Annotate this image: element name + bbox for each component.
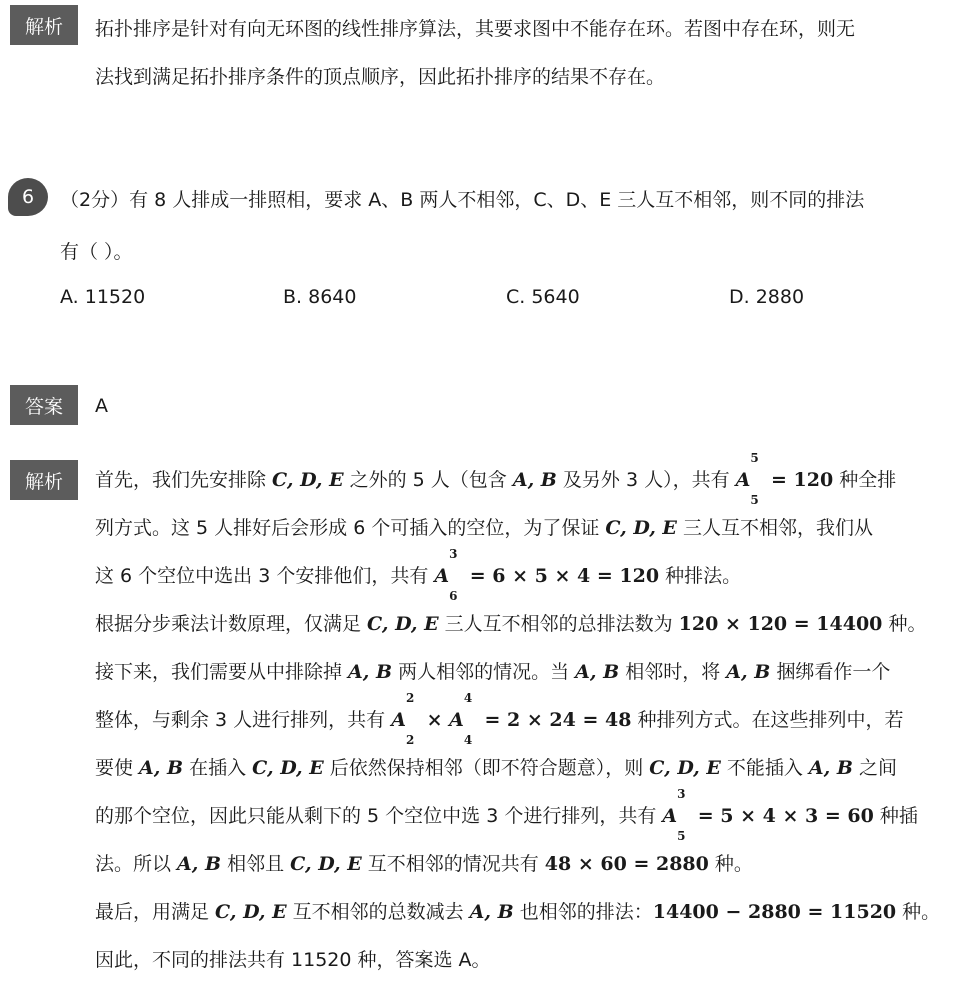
perm-a22: A 2 2 (391, 691, 415, 747)
analysis-line-2: 法找到满足拓扑排序条件的顶点顺序，因此拓扑排序的结果不存在。 (95, 66, 666, 88)
solution-line-9: 法。所以 A, B 相邻且 C, D, E 互不相邻的情况共有 48 × 60 = 2880 种。 (95, 853, 753, 875)
perm-a53: A 3 5 (662, 787, 686, 843)
option-a: A. 11520 (60, 286, 146, 308)
solution-line-11: 因此，不同的排法共有 11520 种，答案选 A。 (95, 949, 491, 971)
solution-line-6: 整体，与剩余 3 人进行排列，共有 A 2 2 × A 4 4 = 2 × 24 = 48 种排列方式。在这些排列中，若 (95, 691, 904, 747)
solution-line-7: 要使 A, B 在插入 C, D, E 后依然保持相邻（即不符合题意），则 C, D, E 不能插入 A, B 之间 (95, 757, 897, 779)
analysis-tag: 解析 (10, 5, 78, 45)
perm-a55: A 5 5 (735, 451, 759, 507)
question-stem-line-2: 有（ ）。 (60, 241, 133, 263)
answer-tag: 答案 (10, 385, 78, 425)
question-number-badge: 6 (8, 178, 48, 216)
option-b: B. 8640 (283, 286, 357, 308)
option-d: D. 2880 (729, 286, 805, 308)
solution-text (95, 451, 945, 984)
option-c: C. 5640 (506, 286, 580, 308)
solution-line-10: 最后，用满足 C, D, E 互不相邻的总数减去 A, B 也相邻的排法：14400 − 2880 = 11520 种。 (95, 901, 941, 923)
solution-line-2: 列方式。这 5 人排好后会形成 6 个可插入的空位，为了保证 C, D, E 三人互不相邻，我们从 (95, 517, 873, 539)
solution-line-8: 的那个空位，因此只能从剩下的 5 个空位中选 3 个进行排列，共有 A 3 5 = 5 × 4 × 3 = 60 种插 (95, 787, 918, 843)
perm-a63: A 3 6 (434, 547, 458, 603)
solution-line-4: 根据分步乘法计数原理，仅满足 C, D, E 三人互不相邻的总排法数为 120 × 120 = 14400 种。 (95, 613, 927, 635)
solution-tag: 解析 (10, 460, 78, 500)
solution-line-1: 首先，我们先安排除 C, D, E 之外的 5 人（包含 A, B 及另外 3 人），共有 A 5 5 = 120 种全排 (95, 451, 897, 507)
solution-line-5: 接下来，我们需要从中排除掉 A, B 两人相邻的情况。当 A, B 相邻时，将 A, B 捆绑看作一个 (95, 661, 891, 683)
answer-value: A (95, 395, 108, 417)
analysis-text (95, 5, 945, 101)
question-stem-line-1: （2分）有 8 人排成一排照相，要求 A、B 两人不相邻，C、D、E 三人互不相邻，则不同的排法 (60, 189, 865, 211)
analysis-line-1: 拓扑排序是针对有向无环图的线性排序算法，其要求图中不能存在环。若图中存在环，则无 (95, 18, 856, 40)
solution-line-3: 这 6 个空位中选出 3 个安排他们，共有 A 3 6 = 6 × 5 × 4 = 120 种排法。 (95, 547, 742, 603)
perm-a44: A 4 4 (449, 691, 473, 747)
